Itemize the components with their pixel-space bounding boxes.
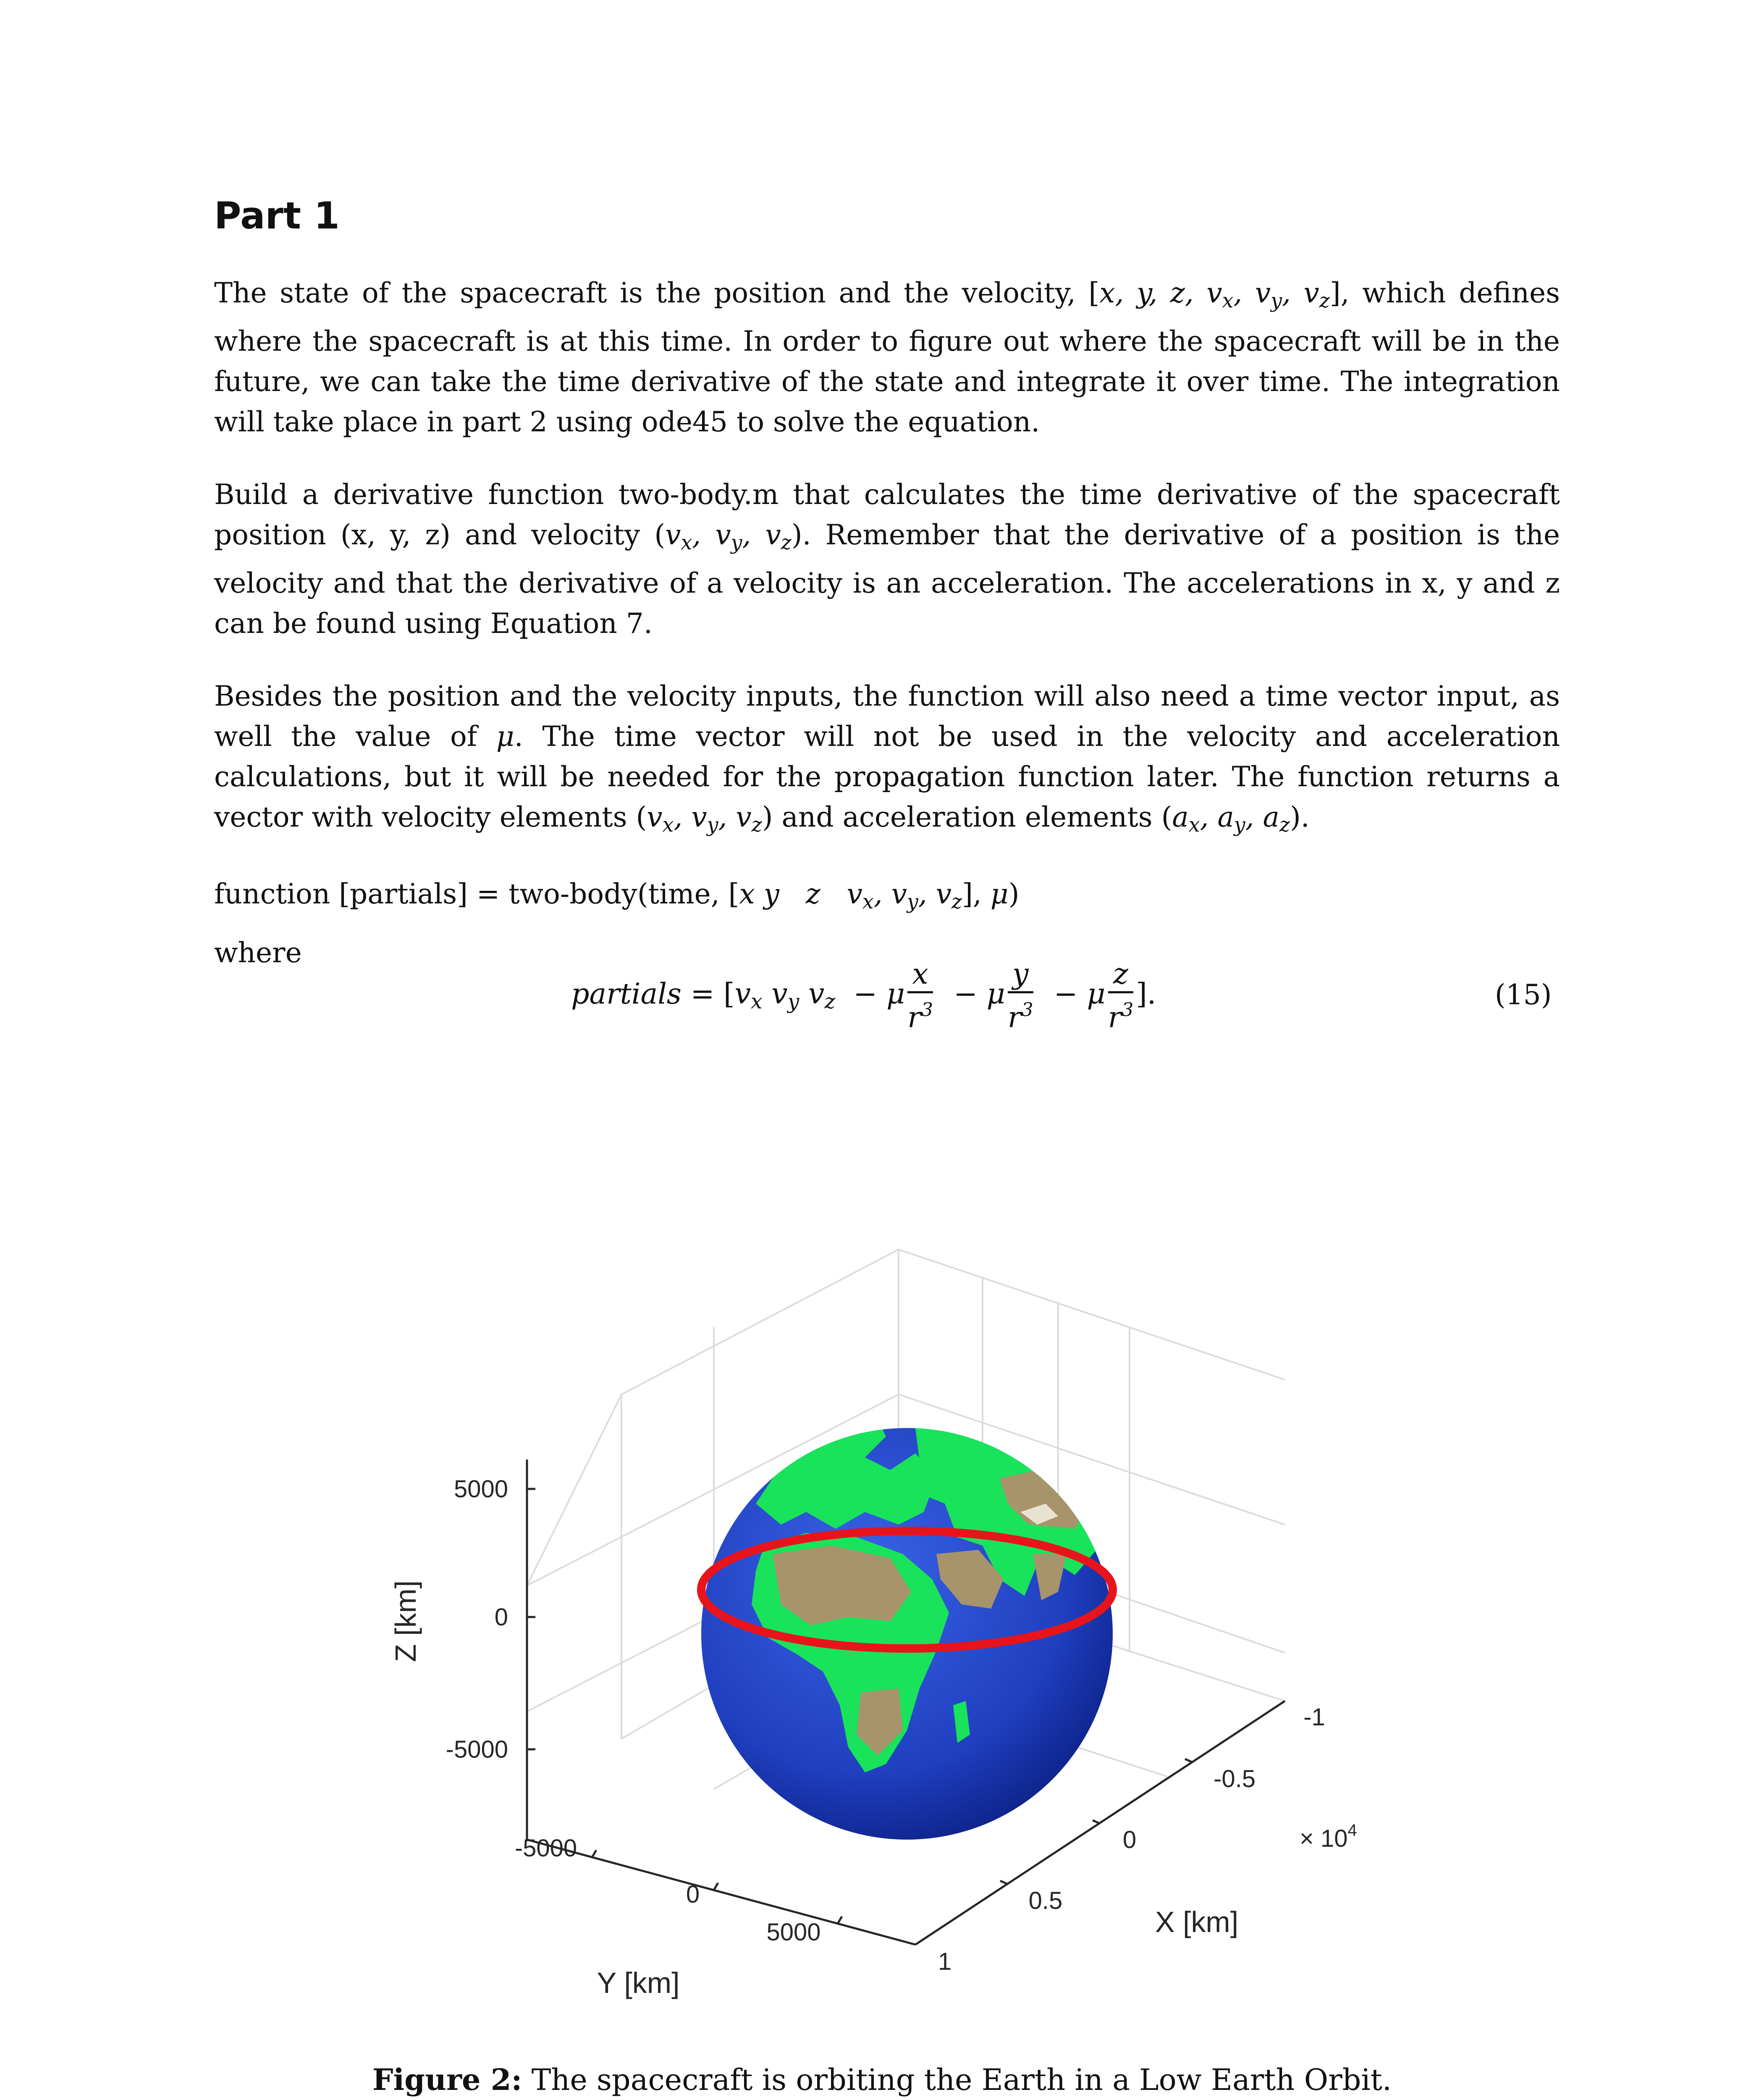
x-multiplier: × $10^4$ — [1300, 1821, 1357, 1852]
x-tick-neg0.5 — [1185, 1759, 1193, 1762]
p2-text-b: ). Remember that the derivative of a position is the velocity and that the derivative of a velocity is an acceleration. The accelerations in x, y and z can be found using Equation 7. — [214, 519, 1560, 640]
equation-number: (15) — [1495, 979, 1552, 1011]
x-tick-label-2: 0 — [1122, 1826, 1137, 1853]
x-tick-label-4: -1 — [1303, 1704, 1325, 1731]
z-tick-label-1: 0 — [494, 1604, 508, 1631]
y-tick-label-2: 5000 — [766, 1919, 821, 1946]
x-tick-0 — [1093, 1820, 1100, 1824]
y-tick-label-0: -5000 — [514, 1835, 577, 1862]
paragraph-build: Build a derivative function two-body.m that calculates the time derivative of the spacecraft position (x, y, z) and velocity ($v_x$, $v_y$, $v_z$). Remember that the derivative of a position is the velocity and that the derivative of a velocity is an acceleration. The accelerations in x, y and z can be found using Equation 7. — [214, 478, 1560, 640]
z-tick-label-2: -5000 — [446, 1736, 508, 1763]
p3-text-c: ) and acceleration elements ( — [762, 801, 1172, 833]
y-axis-line — [527, 1840, 915, 1945]
eq-mu-1: μ — [886, 977, 905, 1011]
signature-mu: μ — [990, 878, 1009, 910]
p3-text-a: Besides the position and the velocity inputs, the function will also need a time vector input, as well the value of — [214, 680, 1560, 753]
z-tick-label-0: 5000 — [453, 1475, 508, 1503]
where-label: where — [214, 937, 302, 969]
y-tick-neg5000 — [592, 1850, 596, 1857]
orbit-figure — [0, 1134, 1764, 2037]
x-tick-label-1: 0.5 — [1028, 1887, 1063, 1914]
equation-lhs: partials — [571, 977, 681, 1011]
figure-caption — [0, 2062, 1764, 2097]
x-tick-label-0: 1 — [938, 1948, 952, 1975]
paragraph-inputs: Besides the position and the velocity inputs, the function will also need a time vector input, as well the value of μ. The time vector will not be used in the velocity and acceleration calculations, but it will be needed for the propagation function later. The function returns a vector with velocity elements ($v_x$, $v_y$, $v_z$) and acceleration elements ($a_x$, $a_y$, $a_z$). — [214, 680, 1560, 837]
x-tick-label-3: -0.5 — [1214, 1765, 1256, 1793]
equation-15: partials = [$v_x$ $v_y$ $v_z - \mu$ $\frac{x}{r^3}$ − μ $\frac{y}{r^3}$ − μ $\frac{z}{r^3}$ ]. — [571, 958, 1156, 1034]
p3-text-b: . The time vector will not be used in the velocity and acceleration calculations, but it will be needed for the propagation function later. The function returns a vector with velocity elements ( — [214, 720, 1560, 833]
x-axis-label: X [km] — [1155, 1906, 1239, 1938]
land-greenland — [710, 1428, 756, 1466]
function-signature: function [partials] = two-body(time, [x y z $v_x$, $v_y$, $v_z$], μ) — [214, 878, 1020, 914]
y-tick-label-1: 0 — [686, 1881, 700, 1908]
p1-text-a: The state of the spacecraft is the position and the velocity, [ — [214, 277, 1100, 309]
y-tick-0 — [714, 1883, 718, 1890]
y-axis-label: Y [km] — [597, 1966, 680, 1999]
eq-mu-3: μ — [1087, 977, 1106, 1011]
signature-suffix: ], — [962, 878, 991, 910]
y-tick-5000 — [838, 1916, 842, 1924]
figure-label: Figure 2: — [372, 2062, 522, 2097]
z-axis-label: Z [km] — [389, 1580, 422, 1662]
eq-mu-2: μ — [986, 977, 1005, 1011]
section-heading: Part 1 — [214, 194, 340, 237]
mu-symbol: μ — [496, 720, 514, 753]
signature-prefix: function [partials] = two-body(time, [ — [214, 878, 739, 910]
figure-caption-text: The spacecraft is orbiting the Earth in a Low Earth Orbit. — [531, 2063, 1392, 2097]
paragraph-state: The state of the spacecraft is the position and the velocity, [x, y, z, $v_x$, $v_y$, $v_z$], which defines where the spacecraft is at this time. In order to figure out where the spacecraft will be in the future, we can take the time derivative of the state and integrate it over time. The integration will take place in part 2 using ode45 to solve the equation. — [214, 277, 1560, 438]
x-tick-0.5 — [1000, 1881, 1008, 1884]
p3-text-d: ). — [1290, 801, 1310, 833]
p2-text-a: Build a derivative function two-body.m that calculates the time derivative of the spacecraft position (x, y, z) and velocity ( — [214, 478, 1560, 551]
earth-globe — [701, 1403, 1113, 1840]
p1-text-b: ], which defines where the spacecraft is at this time. In order to figure out where the spacecraft will be in the future, we can take the time derivative of the state and integrate it over time. The integration will take place in part 2 using ode45 to solve the equation. — [214, 277, 1560, 438]
signature-close: ) — [1008, 878, 1020, 910]
